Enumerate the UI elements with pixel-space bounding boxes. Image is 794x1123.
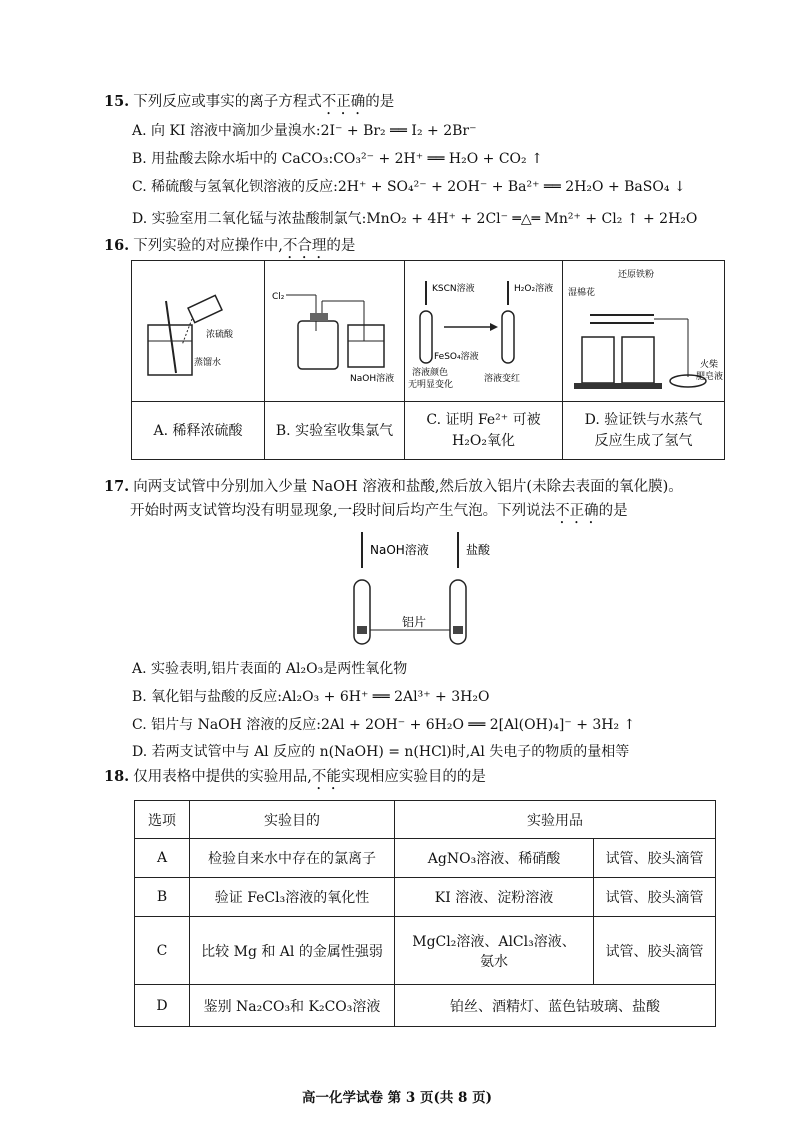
question-18-stem: 18. 仅用表格中提供的实验用品,不能实现相应实验目的的是 [104, 768, 486, 785]
caption-c: C. 证明 Fe²⁺ 可被 H₂O₂氧化 [405, 402, 563, 460]
q17-test-tubes-diagram [340, 526, 540, 650]
emphasis-text: 不正确 [321, 94, 366, 110]
table-header-row [135, 801, 716, 839]
label-soap: 肥皂液 [696, 372, 724, 382]
table-row: B 验证 FeCl₃溶液的氧化性 KI 溶液、淀粉溶液 试管、胶头滴管 [135, 878, 716, 917]
label-kscn: KSCN溶液 [432, 284, 475, 294]
table-row: C 比较 Mg 和 Al 的金属性强弱 MgCl₂溶液、AlCl₃溶液、 氨水 试管、胶头滴管 [135, 917, 716, 985]
question-15-stem: 15. 下列反应或事实的离子方程式不正确的是 [104, 93, 395, 110]
q15-option-d: D. 实验室用二氧化锰与浓盐酸制氯气:MnO₂ + 4H⁺ + 2Cl⁻ ═△═ Mn²⁺ + Cl₂ ↑ + 2H₂O [132, 211, 698, 227]
caption-a: A. 稀释浓硫酸 [132, 402, 265, 460]
label-naoh-solution: NaOH溶液 [370, 543, 429, 557]
q15-option-b: B. 用盐酸去除水垢中的 CaCO₃:CO₃²⁻ + 2H⁺ ══ H₂O + CO₂ ↑ [132, 151, 543, 167]
label-naoh: NaOH溶液 [350, 374, 395, 384]
label-cl2: Cl₂ [272, 292, 285, 302]
q16-caption-row [132, 401, 724, 460]
emphasis-text: 不正确 [555, 503, 599, 519]
label-iron-powder: 还原铁粉 [618, 270, 655, 280]
q17-option-d: D. 若两支试管中与 Al 反应的 n(NaOH) = n(HCl)时,Al 失电子的物质的量相等 [132, 744, 630, 760]
caption-b: B. 实验室收集氯气 [265, 402, 405, 460]
q16-figure-panel [131, 260, 725, 460]
q15-option-c: C. 稀硫酸与氢氧化钡溶液的反应:2H⁺ + SO₄²⁻ + 2OH⁻ + Ba²⁺ ══ 2H₂O + BaSO₄ ↓ [132, 179, 686, 195]
q18-table [134, 800, 716, 1027]
header-option: 选项 [135, 801, 190, 839]
dilution-diagram [132, 261, 264, 401]
emphasis-text: 不合理 [282, 238, 327, 254]
label-al-sheet: 铝片 [402, 615, 427, 629]
table-row: A 检验自来水中存在的氯离子 AgNO₃溶液、稀硝酸 试管、胶头滴管 [135, 839, 716, 878]
table-row: D 鉴别 Na₂CO₃和 K₂CO₃溶液 铂丝、酒精灯、蓝色钴玻璃、盐酸 [135, 985, 716, 1027]
label-color: 溶液颜色 [412, 368, 449, 378]
label-hydrochloric-acid: 盐酸 [466, 543, 491, 557]
fe2-oxidation-diagram [404, 261, 562, 401]
page-footer: 高一化学试卷 第 3 页(共 8 页) [301, 1090, 493, 1106]
label-h2o2: H₂O₂溶液 [514, 284, 554, 294]
question-17-stem: 17. 向两支试管中分别加入少量 NaOH 溶液和盐酸,然后放入铝片(未除去表面的氧化膜)。 [104, 478, 683, 495]
q15-option-a: A. 向 KI 溶液中滴加少量溴水:2I⁻ + Br₂ ══ I₂ + 2Br⁻ [132, 123, 477, 139]
q17-option-c: C. 铝片与 NaOH 溶液的反应:2Al + 2OH⁻ + 6H₂O ══ 2[Al(OH)₄]⁻ + 3H₂ ↑ [132, 717, 636, 733]
header-purpose: 实验目的 [190, 801, 395, 839]
question-16-stem: 16. 下列实验的对应操作中,不合理的是 [104, 237, 356, 254]
header-materials: 实验用品 [395, 801, 716, 839]
label-water: 蒸馏水 [194, 358, 222, 368]
gas-collection-diagram [264, 261, 404, 401]
q17-option-a: A. 实验表明,铝片表面的 Al₂O₃是两性氧化物 [132, 661, 408, 677]
label-match: 火柴 [700, 360, 719, 370]
label-feso4: FeSO₄溶液 [434, 352, 479, 362]
iron-steam-diagram [562, 261, 724, 401]
q17-option-b: B. 氧化铝与盐酸的反应:Al₂O₃ + 6H⁺ ══ 2Al³⁺ + 3H₂O [132, 689, 490, 705]
caption-d: D. 验证铁与水蒸气 反应生成了氢气 [584, 412, 703, 449]
label-no-change: 无明显变化 [408, 380, 454, 390]
emphasis-text: 不能 [311, 769, 341, 785]
label-wet-cotton: 湿棉花 [568, 288, 596, 298]
question-17-stem-line2: 开始时两支试管均没有明显现象,一段时间后均产生气泡。下列说法不正确的是 [130, 503, 628, 519]
label-turns-red: 溶液变红 [484, 374, 521, 384]
label-conc-sulfuric: 浓硫酸 [206, 330, 234, 340]
